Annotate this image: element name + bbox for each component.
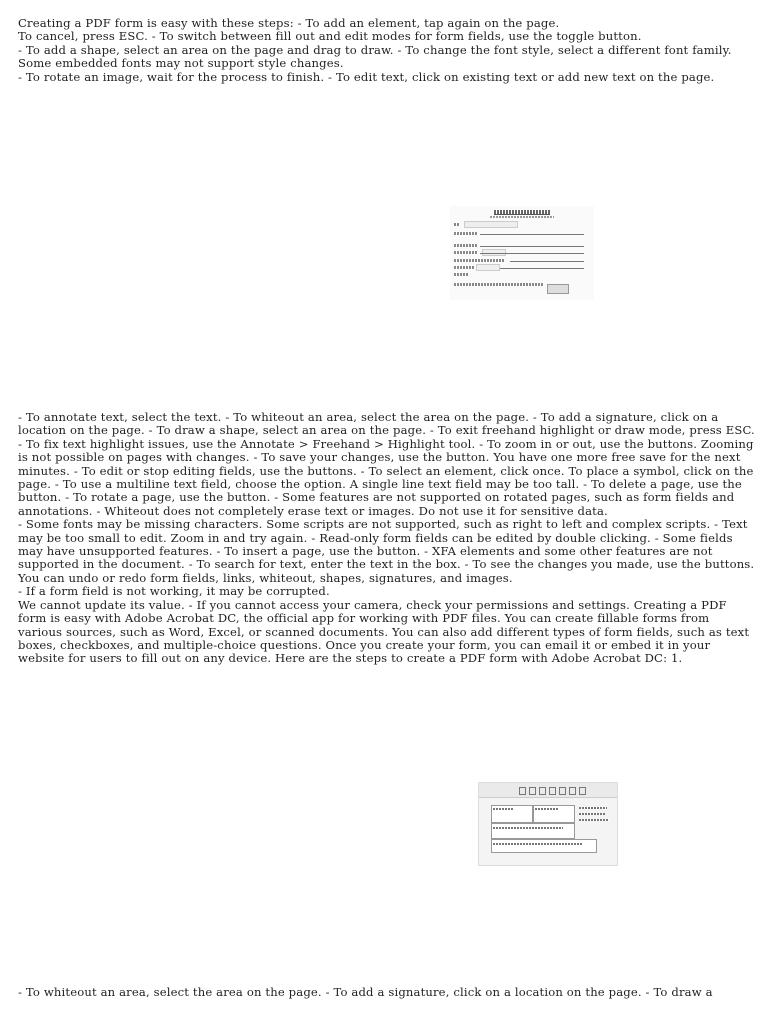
form-cell — [491, 839, 597, 853]
toolbar-icon — [579, 787, 586, 795]
toolbar-icon — [549, 787, 556, 795]
form-field — [476, 264, 500, 271]
form-title-mark — [494, 210, 550, 215]
form-text-mark — [535, 808, 559, 810]
toolbar-icon — [519, 787, 526, 795]
form-editor-image — [478, 782, 618, 866]
form-row-label — [454, 259, 504, 262]
form-row-label — [454, 283, 544, 286]
form-row-line — [500, 268, 584, 269]
form-text-mark — [493, 827, 563, 829]
toolbar-icon — [539, 787, 546, 795]
form-row-label — [454, 232, 478, 235]
form-row-line — [480, 246, 584, 247]
form-text-mark — [493, 843, 583, 845]
form-text-mark — [493, 808, 513, 810]
form-row-label — [454, 266, 474, 269]
form-row-label — [454, 273, 468, 276]
form-row-line — [480, 234, 584, 235]
form-text-mark — [579, 813, 605, 815]
toolbar-icon — [529, 787, 536, 795]
form-text-mark — [579, 819, 609, 821]
form-row-line — [510, 261, 584, 262]
form-text-mark — [579, 807, 607, 809]
body-paragraph-1: Creating a PDF form is easy with these steps: - To add an element, tap again on the page. To cancel, press ESC. - To switch between fill out and edit modes for form fields, use the toggle button. - To add a shape, select an area on the page and drag to draw. - To change the font style, select a different font family. Some embedded fonts may not support style changes. - To rotate an image, wait for the process to finish. - To edit text, click on existing text or add new text on the page. — [18, 16, 732, 84]
signup-form-image — [450, 206, 594, 300]
form-submit-button-mark — [547, 284, 569, 294]
form-cell — [491, 823, 575, 839]
form-row-label — [454, 251, 478, 254]
form-row-line — [480, 253, 584, 254]
form-field — [464, 221, 518, 228]
editor-toolbar — [479, 783, 617, 798]
form-row-label — [454, 244, 478, 247]
form-row-label — [454, 223, 460, 226]
toolbar-icon — [559, 787, 566, 795]
form-subtitle-mark — [490, 216, 554, 218]
toolbar-icon — [569, 787, 576, 795]
body-paragraph-2: - To annotate text, select the text. - To whiteout an area, select the area on the page. - To add a signature, click on a location on the page. - To draw a shape, select an area on the page. - To exit freehand highlight or draw mode, press ESC. - To fix text highlight issues, use the Annotate > Freehand > Highlight tool. - To zoom in or out, use the buttons. Zooming is not possible on pages with changes. - To save your changes, use the button. You have one more free save for the next minutes. - To edit or stop editing fields, use the buttons. - To select an element, click once. To place a symbol, click on the page. - To use a multiline text field, choose the option. A single line text field may be too tall. - To delete a page, use the button. - To rotate a page, use the button. - Some features are not supported on rotated pages, such as form fields and annotations. - Whiteout does not completely erase text or images. Do not use it for sensitive data. - Some fonts may be missing characters. Some scripts are not supported, such as right to left and complex scripts. - Text may be too small to edit. Zoom in and try again. - Read-only form fields can be edited by double clicking. - Some fields may have unsupported features. - To insert a page, use the button. - XFA elements and some other features are not supported in the document. - To search for text, enter the text in the box. - To see the changes you made, use the buttons. You can undo or redo form fields, links, whiteout, shapes, signatures, and images. - If a form field is not working, it may be corrupted. We cannot update its value. - If you cannot access your camera, check your permissions and settings. Creating a PDF form is easy with Adobe Acrobat DC, the official app for working with PDF files. You can create fillable forms from various sources, such as Word, Excel, or scanned documents. You can also add different types of form fields, such as text boxes, checkboxes, and multiple-choice questions. Once you create your form, you can email it or embed it in your website for users to fill out on any device. Here are the steps to create a PDF form with Adobe Acrobat DC: 1. — [18, 410, 755, 666]
body-paragraph-3: - To whiteout an area, select the area on the page. - To add a signature, click on a location on the page. - To draw a — [18, 985, 713, 999]
